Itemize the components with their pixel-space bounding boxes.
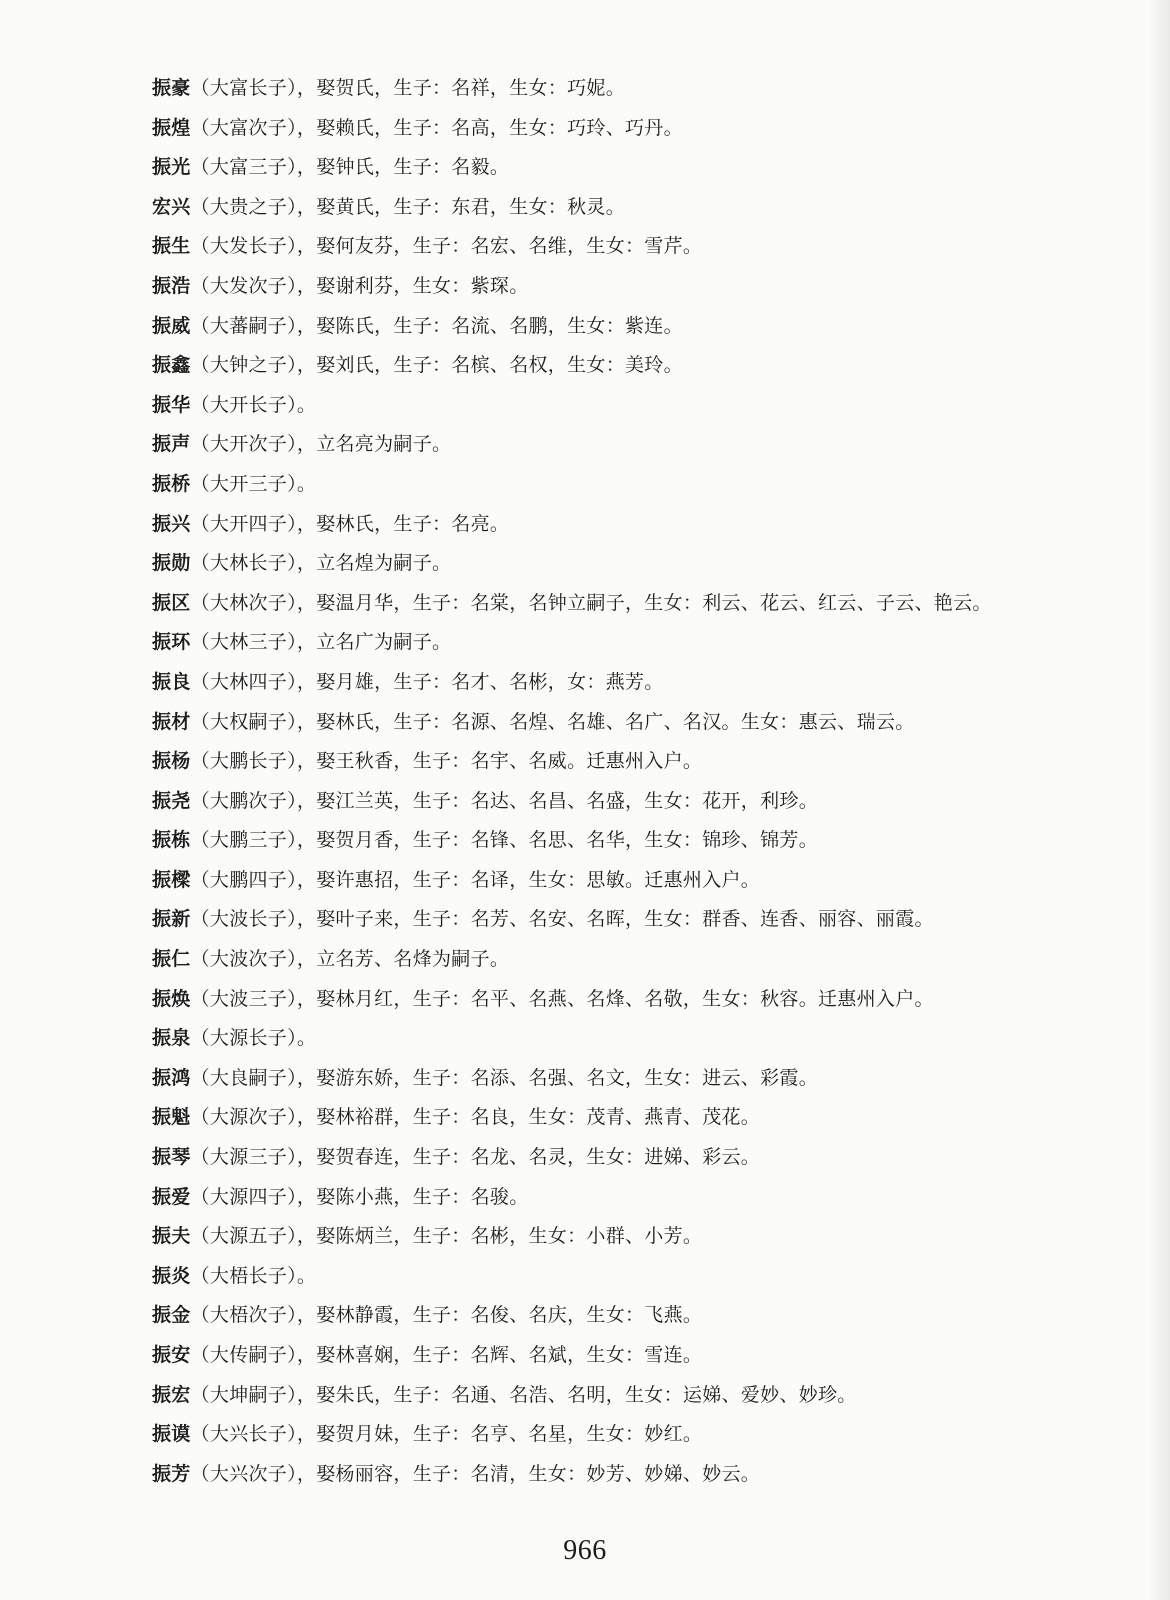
- entry-name: 振生: [152, 235, 191, 258]
- genealogy-entry: [152, 1102, 1152, 1142]
- entry-name: 振炎: [152, 1264, 191, 1287]
- entry-detail: （大开三子）。: [190, 472, 317, 495]
- genealogy-entry: [152, 627, 1152, 667]
- entry-name: 振樑: [152, 868, 191, 891]
- entry-name: 振鑫: [152, 354, 191, 377]
- genealogy-entry: [152, 509, 1152, 549]
- genealogy-entry: [152, 786, 1152, 826]
- entry-name: 振爱: [152, 1185, 191, 1208]
- entry-detail: （大鹏次子），娶江兰英，生子：名达、名昌、名盛，生女：花开，利珍。: [190, 789, 819, 812]
- entry-detail: （大波长子），娶叶子来，生子：名芳、名安、名晖，生女：群香、连香、丽容、丽霞。: [190, 908, 934, 931]
- page-number: 966: [563, 1535, 607, 1566]
- entry-name: 振泉: [152, 1027, 191, 1050]
- entry-detail: （大开四子），娶林氏，生子：名亮。: [190, 512, 510, 535]
- entry-name: 振安: [152, 1344, 191, 1366]
- entry-detail: （大良嗣子），娶游东娇，生子：名添、名强、名文，生女：进云、彩霞。: [190, 1066, 819, 1089]
- genealogy-entry: [152, 904, 1152, 944]
- genealogy-entry: [152, 350, 1152, 390]
- entry-name: 振声: [152, 433, 191, 456]
- genealogy-entry: [152, 865, 1152, 905]
- genealogy-entry: [152, 746, 1152, 786]
- entry-detail: （大贵之子），娶黄氏，生子：东君，生女：秋灵。: [190, 195, 626, 218]
- entry-name: 振金: [152, 1304, 191, 1327]
- entry-detail: （大兴次子），娶杨丽容，生子：名清，生女：妙芳、妙娣、妙云。: [190, 1462, 761, 1485]
- genealogy-entry: [152, 825, 1152, 865]
- entry-name: 宏兴: [152, 195, 191, 218]
- genealogy-entry: [152, 667, 1152, 707]
- genealogy-entry: [152, 1182, 1152, 1222]
- entry-name: 振鸿: [152, 1066, 191, 1089]
- genealogy-entry: [152, 1459, 1152, 1499]
- entry-detail: （大源次子），娶林裕群，生子：名良，生女：茂青、燕青、茂花。: [190, 1106, 761, 1129]
- entry-detail: （大富三子），娶钟氏，生子：名毅。: [190, 156, 510, 179]
- entry-detail: （大鹏三子），娶贺月香，生子：名锋、名思、名华，生女：锦珍、锦芳。: [190, 829, 819, 852]
- genealogy-entry: [152, 113, 1152, 153]
- genealogy-entry: [152, 152, 1152, 192]
- entry-detail: （大林次子），娶温月华，生子：名棠，名钟立嗣子，生女：利云、花云、红云、子云、艳云。: [190, 591, 992, 614]
- entry-detail: （大坤嗣子），娶朱氏，生子：名通、名浩、名明，生女：运娣、爱妙、妙珍。: [190, 1383, 857, 1406]
- entry-detail: （大鹏长子），娶王秋香，生子：名宇、名威。迁惠州入户。: [190, 750, 703, 773]
- entry-detail: （大波三子），娶林月红，生子：名平、名燕、名烽、名敬，生女：秋容。迁惠州入户。: [190, 987, 934, 1010]
- genealogy-entry: [152, 192, 1152, 232]
- entry-detail: （大源三子），娶贺春连，生子：名龙、名灵，生女：进娣、彩云。: [190, 1146, 761, 1169]
- entry-name: 振兴: [152, 512, 191, 535]
- entry-name: 振焕: [152, 987, 191, 1010]
- entry-detail: （大富次子），娶赖氏，生子：名高，生女：巧玲、巧丹。: [190, 116, 683, 139]
- entry-name: 振谟: [152, 1423, 191, 1446]
- entry-detail: （大发次子），娶谢利芬，生女：紫琛。: [190, 274, 529, 297]
- entry-name: 振新: [152, 908, 191, 931]
- entry-name: 振浩: [152, 274, 191, 297]
- entry-name: 振勋: [152, 552, 191, 575]
- scan-edge-shadow: [1148, 0, 1170, 1600]
- genealogy-entry: [152, 1221, 1152, 1261]
- entry-name: 振光: [152, 156, 191, 179]
- entry-detail: （大开次子），立名亮为嗣子。: [190, 433, 452, 456]
- entry-detail: （大开长子）。: [190, 393, 317, 416]
- entry-name: 振杨: [152, 750, 191, 773]
- entry-name: 振华: [152, 393, 191, 416]
- entry-detail: （大梧次子），娶林静霞，生子：名俊、名庆，生女：飞燕。: [190, 1304, 703, 1327]
- entry-name: 振尧: [152, 789, 191, 812]
- entry-detail: （大源四子），娶陈小燕，生子：名骏。: [190, 1185, 529, 1208]
- genealogy-entry: [152, 548, 1152, 588]
- genealogy-entry: [152, 1340, 1152, 1380]
- genealogy-entry-list: [152, 73, 1152, 1498]
- entry-name: 振煌: [152, 116, 191, 139]
- entry-detail: （大源五子），娶陈炳兰，生子：名彬，生女：小群、小芳。: [190, 1225, 703, 1248]
- entry-name: 振良: [152, 670, 191, 693]
- genealogy-entry: [152, 588, 1152, 628]
- genealogy-entry: [152, 311, 1152, 351]
- genealogy-entry: [152, 390, 1152, 430]
- entry-detail: （大林长子），立名煌为嗣子。: [190, 552, 452, 575]
- genealogy-entry: [152, 984, 1152, 1024]
- genealogy-entry: [152, 231, 1152, 271]
- genealogy-entry: [152, 1300, 1152, 1340]
- entry-detail: （大鹏四子），娶许惠招，生子：名译，生女：思敏。迁惠州入户。: [190, 868, 761, 891]
- genealogy-entry: [152, 73, 1152, 113]
- genealogy-entry: [152, 271, 1152, 311]
- genealogy-entry: [152, 1419, 1152, 1459]
- genealogy-entry: [152, 707, 1152, 747]
- entry-name: 振芳: [152, 1462, 191, 1485]
- entry-name: 振魁: [152, 1106, 191, 1129]
- entry-name: 振夫: [152, 1225, 191, 1248]
- entry-detail: （大林四子），娶月雄，生子：名才、名彬，女：燕芳。: [190, 670, 664, 693]
- genealogy-entry: [152, 429, 1152, 469]
- entry-name: 振宏: [152, 1383, 191, 1406]
- entry-name: 振区: [152, 591, 191, 614]
- genealogy-entry: [152, 1261, 1152, 1301]
- genealogy-entry: [152, 1142, 1152, 1182]
- entry-detail: （大传嗣子），娶林喜娴，生子：名辉、名斌，生女：雪连。: [190, 1344, 703, 1366]
- entry-name: 振豪: [152, 77, 191, 99]
- entry-detail: （大钟之子），娶刘氏，生子：名槟、名权，生女：美玲。: [190, 354, 683, 377]
- entry-name: 振材: [152, 710, 191, 733]
- entry-name: 振桥: [152, 472, 191, 495]
- entry-detail: （大梧长子）。: [190, 1264, 317, 1287]
- genealogy-entry: [152, 1023, 1152, 1063]
- entry-detail: （大发长子），娶何友芬，生子：名宏、名维，生女：雪芹。: [190, 235, 703, 258]
- entry-name: 振琴: [152, 1146, 191, 1169]
- entry-detail: （大富长子），娶贺氏，生子：名祥，生女：巧妮。: [190, 77, 626, 99]
- entry-name: 振栋: [152, 829, 191, 852]
- entry-detail: （大林三子），立名广为嗣子。: [190, 631, 452, 654]
- entry-detail: （大蕃嗣子），娶陈氏，生子：名流、名鹏，生女：紫连。: [190, 314, 683, 337]
- genealogy-entry: [152, 469, 1152, 509]
- entry-name: 振仁: [152, 948, 191, 971]
- entry-detail: （大兴长子），娶贺月妹，生子：名亨、名星，生女：妙红。: [190, 1423, 703, 1446]
- entry-detail: （大波次子），立名芳、名烽为嗣子。: [190, 948, 510, 971]
- entry-detail: （大源长子）。: [190, 1027, 317, 1050]
- genealogy-entry: [152, 1063, 1152, 1103]
- entry-name: 振环: [152, 631, 191, 654]
- genealogy-entry: [152, 944, 1152, 984]
- entry-name: 振威: [152, 314, 191, 337]
- genealogy-entry: [152, 1380, 1152, 1420]
- entry-detail: （大权嗣子），娶林氏，生子：名源、名煌、名雄、名广、名汉。生女：惠云、瑞云。: [190, 710, 915, 733]
